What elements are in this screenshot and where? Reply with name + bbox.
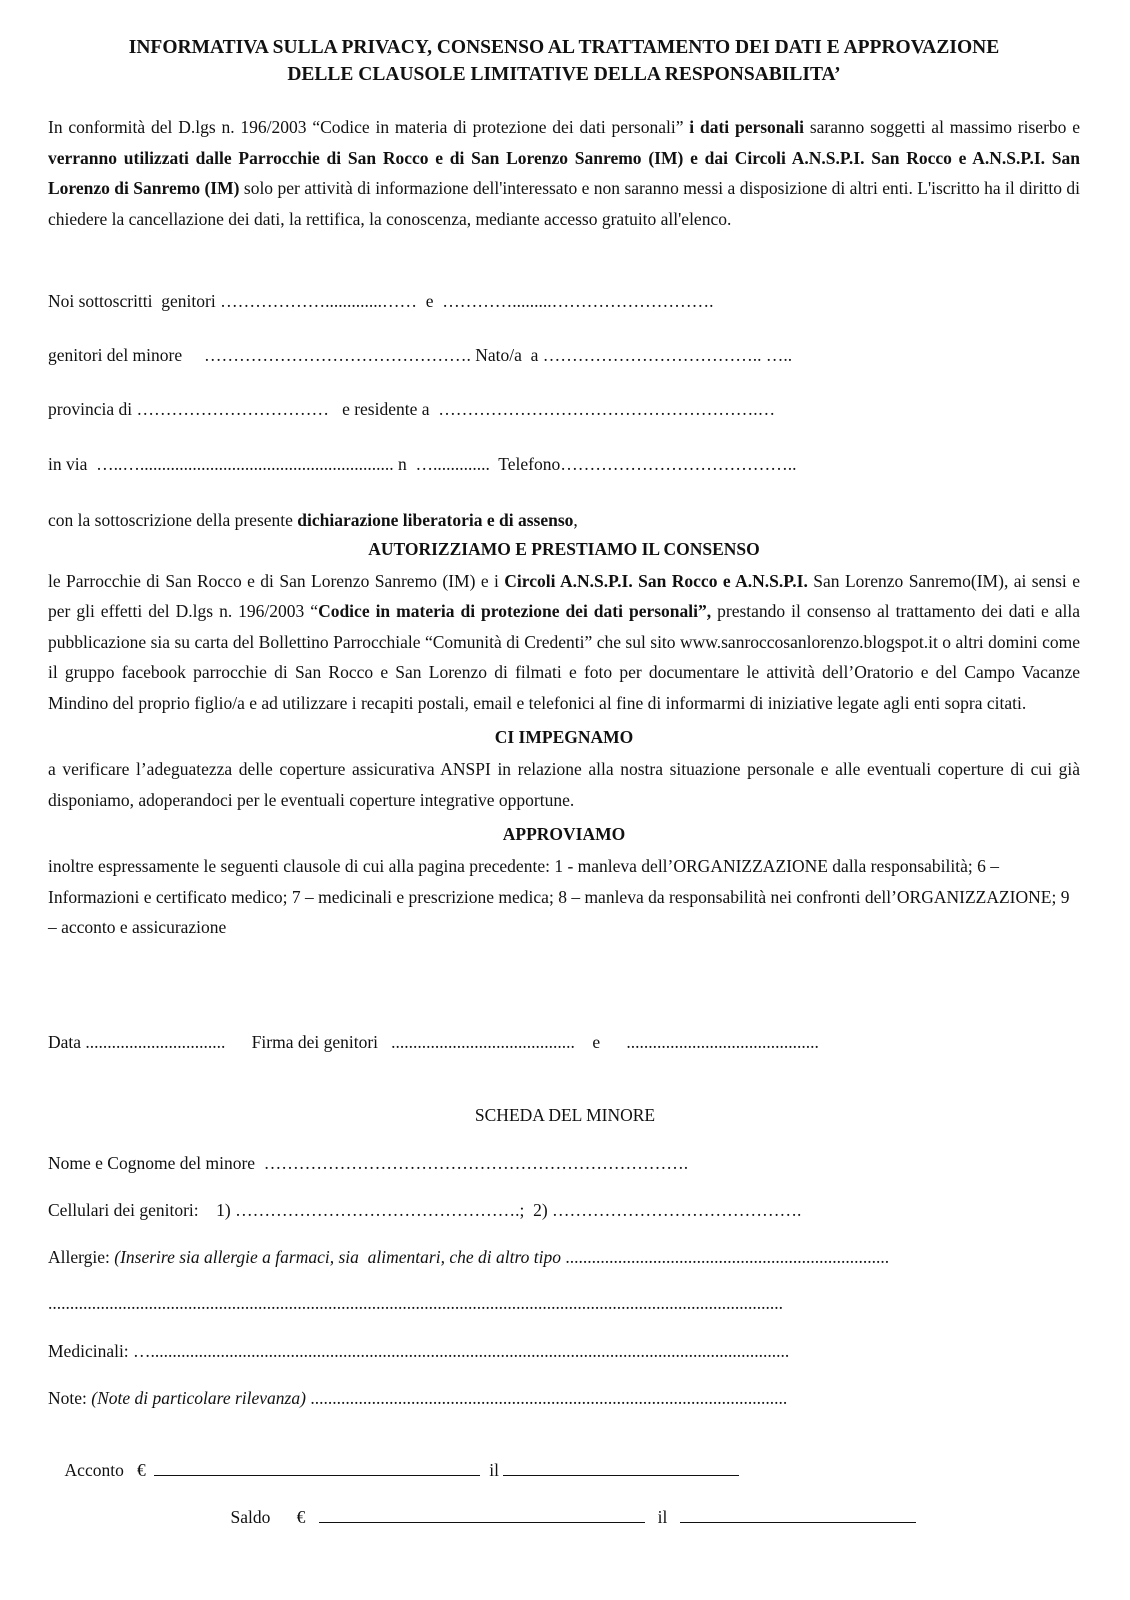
allergies-field[interactable]: Allergie: (Inserire sia allergie a farmaci, sia alimentari, che di altro tipo .......................................................................... (48, 1247, 890, 1267)
parents-phones-field[interactable]: Cellulari dei genitori: 1) ………………………………………….; 2) ……………………………………. (48, 1200, 802, 1220)
consent-section (48, 505, 1080, 943)
approve-heading: APPROVIAMO (502, 824, 626, 844)
medicines-field[interactable]: Medicinali: ….................................................................................................................................................. (48, 1341, 790, 1361)
commitment-paragraph: a verificare l’adeguatezza delle coperture assicurativa ANSPI in relazione alla nostra situazione personale e alle eventuali coperture di cui già disponiamo, adoperandoci per le eventuali coperture integrative opportune. (48, 759, 1080, 810)
authorize-heading: AUTORIZZIAMO E PRESTIAMO IL CONSENSO (368, 538, 760, 559)
notes-field[interactable]: Note: (Note di particolare rilevanza) ............................................................................................................. (48, 1388, 788, 1408)
commitment-heading: CI IMPEGNAMO (494, 727, 634, 747)
deposit-amount-field[interactable] (154, 1458, 480, 1476)
province-residence-field[interactable]: provincia di …………………………… e residente a ……………………………………………….… (48, 399, 776, 419)
approve-paragraph: inoltre espressamente le seguenti clausole di cui alla pagina precedente: 1 - manleva dell’ORGANIZZAZIONE dalla responsabilità; 6 – Informazioni e certificato medico; 7 – medicinali e prescrizione medica; 8 – manleva da responsabilità nei confronti dell’ORGANIZZAZIONE; 9 – acconto e assicurazione (48, 856, 1070, 937)
authorize-paragraph: le Parrocchie di San Rocco e di San Lorenzo Sanremo (IM) e i Circoli A.N.S.P.I. San Rocco e A.N.S.P.I. San Lorenzo Sanremo(IM), ai sensi e per gli effetti del D.lgs n. 196/2003 “Codice in materia di protezione dei dati personali”, prestando il consenso al trattamento dei dati e alla pubblicazione sia su carta del Bollettino Parrocchiale “Comunità di Credenti” che sul sito www.sanroccosanlorenzo.blogspot.it o altri domini come il gruppo facebook parrocchie di San Rocco e San Lorenzo di filmati e foto per documentare le attività dell’Oratorio e del Campo Vacanze Mindino del proprio figlio/a e ad utilizzare i recapiti postali, email e telefonici al fine di informarmi di iniziative legate agli enti sopra citati. (48, 570, 1080, 713)
address-phone-field[interactable]: in via …..….......................................................... n …............. Telefono………………………………….. (48, 454, 797, 474)
balance-currency: € (296, 1507, 306, 1527)
balance-label: Saldo (230, 1507, 271, 1527)
consent-intro: con la sottoscrizione della presente dichiarazione liberatoria e di assenso, (48, 510, 578, 530)
minor-birth-field[interactable]: genitori del minore ………………………………………. Nato/a a ……………………………….. ….. (48, 345, 793, 365)
minor-name-field[interactable]: Nome e Cognome del minore ………………………………………………………………. (48, 1153, 689, 1173)
parents-names-field[interactable]: Noi sottoscritti genitori ……………….............…… e ………….........………………………. (48, 291, 714, 311)
balance-date-field[interactable] (680, 1505, 916, 1523)
balance-date-label: il (657, 1507, 668, 1527)
balance-amount-field[interactable] (319, 1505, 645, 1523)
deposit-date-label: il (489, 1460, 499, 1480)
deposit-date-field[interactable] (503, 1458, 739, 1476)
deposit-currency: € (136, 1460, 146, 1480)
balance-row (213, 1481, 916, 1553)
date-signature-field[interactable]: Data ................................ Firma dei genitori .......................................... e ............................................ (48, 1032, 819, 1052)
title-line-2: DELLE CLAUSOLE LIMITATIVE DELLA RESPONSABILITA’ (287, 64, 841, 85)
document-title (48, 34, 1080, 88)
minor-sheet-heading: SCHEDA DEL MINORE (474, 1105, 656, 1125)
privacy-notice-paragraph: In conformità del D.lgs n. 196/2003 “Codice in materia di protezione dei dati personali” i dati personali saranno soggetti al massimo riserbo e verranno utilizzati dalle Parrocchie di San Rocco e di San Lorenzo Sanremo (IM) e dai Circoli A.N.S.P.I. San Rocco e A.N.S.P.I. San Lorenzo di Sanremo (IM) solo per attività di informazione dell'interessato e non saranno messi a disposizione di altri enti. L'iscritto ha il diritto di chiedere la cancellazione dei dati, la rettifica, la conoscenza, mediante accesso gratuito all'elenco. (48, 117, 1080, 229)
deposit-label: Acconto (64, 1460, 124, 1480)
allergies-field-line-2[interactable]: ........................................................................................................................................................................ (48, 1293, 783, 1313)
title-line-1: INFORMATIVA SULLA PRIVACY, CONSENSO AL TRATTAMENTO DEI DATI E APPROVAZIONE (128, 37, 1000, 58)
